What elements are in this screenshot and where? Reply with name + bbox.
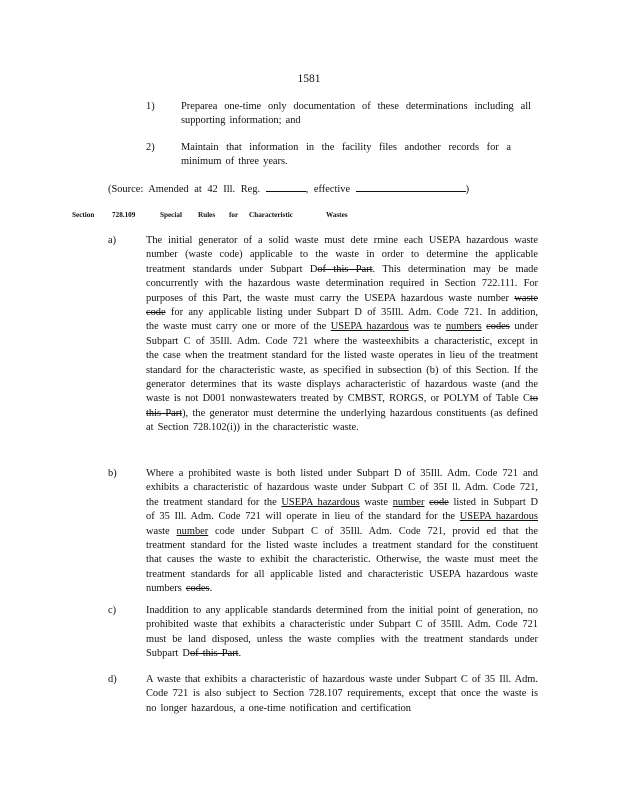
para-d-text: A waste that exhibits a characteristic of hazardous waste under Subpart C of 35 Ill. Adm. Code 721 is also subject to Section 728.107 requirements, except that once the waste is no longer hazardous, a one-time notification and certification: [146, 674, 538, 714]
para-b-run: .: [209, 583, 213, 595]
underlined-text: USEPA hazardous: [330, 321, 409, 333]
list-item-1-number: 1): [146, 101, 155, 112]
strikethrough-text: code: [429, 496, 449, 508]
para-a-run: . This determination may be made concurrently with the hazardous waste determination required in Section 722.111. For purposes of this Part, the waste must carry the USEPA hazardous waste number: [146, 263, 538, 304]
source-amended: Amended at 42 Ill. Reg.: [148, 184, 261, 195]
para-a-run: The initial generator of a solid waste must dete rmine each USEPA hazardous waste number (waste code) applicable to the waste in order to determine the applicable treatment standards under Subpart D: [146, 235, 538, 275]
underlined-text: numbers: [445, 321, 482, 333]
strikethrough-text: codes: [185, 583, 210, 595]
section-number: 728.109: [112, 211, 136, 219]
para-b-text: [146, 467, 538, 597]
section-title-word-4: Characteristic: [249, 211, 293, 219]
para-d-number: d): [108, 674, 117, 685]
para-a-text: [146, 234, 538, 436]
strikethrough-text: codes: [486, 321, 510, 333]
section-title-word-5: Wastes: [326, 211, 348, 219]
underlined-text: number: [176, 525, 209, 537]
reg-blank: [266, 181, 306, 192]
section-title-word-3: for: [229, 211, 239, 219]
effective-blank: [356, 181, 466, 192]
para-b-run: waste: [364, 496, 388, 508]
source-note: [108, 181, 528, 197]
strikethrough-text: to this Part: [146, 393, 538, 419]
para-a-run: for any applicable listing under Subpart D of 35Ill. Adm. Code 721. In addition, the waste must carry one or more of the: [146, 307, 538, 333]
para-a-run: ), the generator must determine the underlying hazardous constituents (as defined at Section 728.102(i)) in the characteristic waste.: [146, 407, 538, 434]
para-a-number: a): [108, 235, 117, 246]
underlined-text: USEPA hazardous: [281, 496, 360, 508]
list-item-1-text: Preparea one-time only documentation of these determinations including all supporting information; and: [181, 101, 531, 127]
para-b-run: listed in Subpart D of 35 Ill. Adm. Code 721 will operate in lieu of the standard for the: [146, 496, 538, 523]
para-c-run: Inaddition to any applicable standards determined from the initial point of generation, no prohibited waste that exhibits a characteristic under Subpart C of 35Ill. Adm. Code 721 must be land disposed, unless the waste complies with the treatment standards under Subpart D: [146, 605, 538, 660]
para-b-number: b): [108, 468, 117, 479]
source-effective: effective: [313, 184, 351, 195]
source-suffix: ): [465, 184, 470, 195]
para-a-run: was te: [413, 321, 442, 333]
section-title-word-1: Special: [160, 211, 182, 219]
list-item-2-text: Maintain that information in the facility files andother records for a minimum of three years.: [181, 142, 511, 168]
strikethrough-text: of this Part: [189, 648, 239, 660]
underlined-text: number: [392, 496, 425, 508]
para-b-run: waste: [146, 525, 170, 537]
source-prefix: (Source:: [108, 184, 144, 195]
para-b-run: Where a prohibited waste is both listed under Subpart D of 35Ill. Adm. Code 721 and exhibits a characteristic of hazardous waste under Subpart C of 35I ll. Adm. Code 721, the treatment standard for the: [146, 468, 538, 508]
para-c-text: [146, 604, 538, 662]
source-comma: ,: [305, 184, 309, 195]
list-item-2-number: 2): [146, 142, 155, 153]
para-c-run: .: [238, 648, 242, 660]
page-number: 1581: [297, 73, 321, 85]
underlined-text: USEPA hazardous: [459, 511, 538, 523]
strikethrough-text: of this Part: [317, 263, 373, 275]
section-label: Section: [72, 211, 95, 219]
para-c-number: c): [108, 605, 117, 616]
para-a-run: under Subpart C of 35Ill. Adm. Code 721 where the wasteexhibits a characteristic, except in the case when the treatment standard for the listed waste operates in lieu of the treatment standard for the characteristic waste, as specified in subsection (b) of this Section. If the generator determines that its waste displays acharacteristic of hazardous waste (and the waste is not D001 nonwastewaters treated by CMBST, RORGS, or POLYM of Table C: [146, 321, 538, 405]
strikethrough-text: waste code: [146, 292, 538, 319]
section-title-word-2: Rules: [198, 211, 216, 219]
para-b-run: code under Subpart C of 35Ill. Adm. Code 721, provid ed that the treatment standard for the listed waste includes a treatment standard for the constituent that causes the waste to exhibit the characteristic. Otherwise, the waste must meet the treatment standards for all applicable listed and characteristic USEPA hazardous waste numbers: [146, 525, 538, 595]
